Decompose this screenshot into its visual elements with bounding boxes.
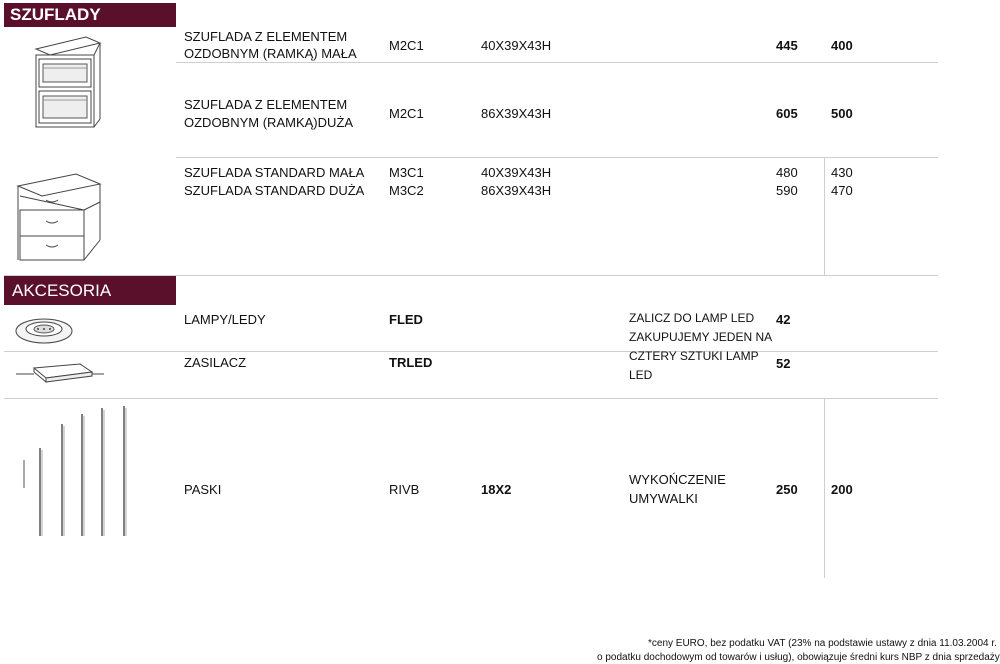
price: 52 <box>776 356 791 371</box>
footer-note: o podatku dochodowym od towarów i usług), obowiązuje średni kurs NBP z dnia sprzedaży <box>597 652 1000 663</box>
price-1: 605 <box>776 106 798 121</box>
note-text: ZALICZ DO LAMP LED <box>629 311 755 325</box>
price-1: 445 <box>776 38 798 53</box>
led-lamp-icon <box>14 313 76 345</box>
footer-note: *ceny EURO, bez podatku VAT (23% na podstawie ustawy z dnia 11.03.2004 r. <box>648 638 997 649</box>
divider <box>176 62 938 63</box>
section-title: AKCESORIA <box>12 281 112 300</box>
divider <box>4 398 938 399</box>
strips-icon <box>14 404 132 544</box>
price-1: 590 <box>776 183 798 198</box>
product-dims: 40X39X43H <box>481 38 552 53</box>
section-title: SZUFLADY <box>10 5 101 24</box>
product-code: RIVB <box>389 482 420 497</box>
product-code: TRLED <box>389 355 433 370</box>
price-1: 480 <box>776 165 798 180</box>
product-code: M3C1 <box>389 165 424 180</box>
divider <box>824 157 825 275</box>
product-code: FLED <box>389 312 423 327</box>
section-header-szuflady <box>4 3 176 27</box>
product-dims: 18X2 <box>481 482 512 497</box>
product-name: OZDOBNYM (RAMKĄ)DUŻA <box>184 115 353 130</box>
divider <box>824 398 825 578</box>
price: 42 <box>776 312 791 327</box>
price-1: 250 <box>776 482 798 497</box>
product-dims: 86X39X43H <box>481 183 552 198</box>
price-2: 470 <box>831 183 853 198</box>
section-header-akcesoria <box>4 276 176 305</box>
price-2: 500 <box>831 106 853 121</box>
finish-label: WYKOŃCZENIE <box>629 472 726 487</box>
drawer-frame-icon <box>30 35 102 131</box>
divider <box>4 351 938 352</box>
product-name: LAMPY/LEDY <box>184 312 266 327</box>
product-code: M2C1 <box>389 106 424 121</box>
product-name: SZUFLADA STANDARD DUŻA <box>184 183 365 198</box>
product-dims: 40X39X43H <box>481 165 552 180</box>
product-dims: 86X39X43H <box>481 106 552 121</box>
power-supply-icon <box>14 358 106 384</box>
product-code: M3C2 <box>389 183 424 198</box>
note-text: ZAKUPUJEMY JEDEN NA <box>629 330 773 344</box>
product-name: OZDOBNYM (RAMKĄ) MAŁA <box>184 46 357 61</box>
product-name: PASKI <box>184 482 222 497</box>
price-2: 430 <box>831 165 853 180</box>
note-text: CZTERY SZTUKI LAMP <box>629 349 759 363</box>
product-name: ZASILACZ <box>184 355 247 370</box>
drawer-standard-icon <box>14 172 104 264</box>
finish-label: UMYWALKI <box>629 491 698 506</box>
product-name: SZUFLADA Z ELEMENTEM <box>184 29 348 44</box>
price-2: 400 <box>831 38 853 53</box>
price-2: 200 <box>831 482 853 497</box>
product-name: SZUFLADA Z ELEMENTEM <box>184 97 348 112</box>
product-name: SZUFLADA STANDARD MAŁA <box>184 165 365 180</box>
product-code: M2C1 <box>389 38 424 53</box>
note-text: LED <box>629 368 653 382</box>
